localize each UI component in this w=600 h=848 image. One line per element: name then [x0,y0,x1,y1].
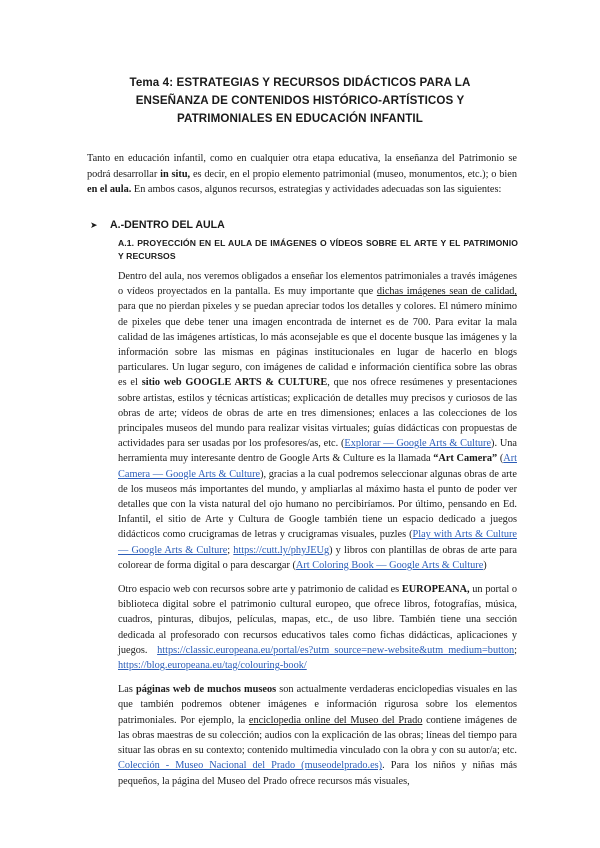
bullet-arrow-icon: ➤ [90,220,98,230]
bold-art-camera: “Art Camera” [433,453,498,465]
paragraph-google-arts: Dentro del aula, nos veremos obligados a enseñar los elementos patrimoniales a través imágenes o vídeos proyectados en la pantalla. Es muy importante que dichas imágenes sean de calidad, para que no pierdan pixeles y se puedan apreciar todos los detalles y colores. El número mínimo de pixeles que debe tener una imagen encontrada de internet es de 700. Para evitar la mala calidad de las imágenes artísticas, lo más aconsejable es que el docente busque las imágenes y la información sobre las mismas en páginas institucionales en lugar de hacerlo en blogs particulares. Un lugar seguro, con imágenes de calidad e información científica sobre las obras es el sitio web GOOGLE ARTS & CULTURE, que nos ofrece resúmenes y presentaciones sobre artistas, estilos y técnicas artísticas; explicación de detalles muy precisos y curiosos de las obras de arte; vídeos de obras de arte en tres dimensiones; enlaces a las colecciones de los principales museos del mundo para realizar visitas virtuales; guías didácticas con propuestas de actividades para ser usadas por los profesores/as, etc. (Explorar — Google Arts & Culture). Una herramienta muy interesante dentro de Google Arts & Culture es la llamada “Art Camera” (Art Camera — Google Arts & Culture), gracias a la cual podremos seleccionar algunas obras de arte de los museos más importantes del mundo, y ampliarlas al máximo hasta el punto de poder ver detalles que con la vista natural del ojo humano no percibiríamos. Por último, pensando en Ed. Infantil, el sitio de Arte y Cultura de Google también tiene un espacio dedicado a juegos didácticos como crucigramas de letras y crucigramas visuales, puzles (Play with Arts & Culture — Google Arts & Culture; https://cutt.ly/phyJEUg) y libros con plantillas de obras de arte para colorear de forma digital o para descargar (Art Coloring Book — Google Arts & Culture) [118,271,517,571]
intro-text: En ambos casos, algunos recursos, estrategias y actividades adecuadas son las siguientes: [131,184,502,195]
title-line-3: PATRIMONIALES EN EDUCACIÓN INFANTIL [177,112,423,125]
document-title [110,74,490,128]
link-europeana-portal[interactable]: https://classic.europeana.eu/portal/es?utm_source=new-website&utm_medium=button [157,644,515,656]
section-heading-text: A.-DENTRO DEL AULA [110,219,225,231]
intro-text: es decir, en el propio elemento patrimonial (museo, monumentos, etc.); o bien [190,168,517,180]
intro-bold-en-el-aula: en el aula. [87,184,132,195]
title-line-1: Tema 4: ESTRATEGIAS Y RECURSOS DIDÁCTICOS PARA LA [129,76,471,89]
link-explorar[interactable]: Explorar — Google Arts & Culture [344,438,492,450]
link-europeana-blog[interactable]: https://blog.europeana.eu/tag/colouring-book/ [118,660,307,672]
title-line-2: ENSEÑANZA DE CONTENIDOS HISTÓRICO-ARTÍSTICOS Y [135,94,465,107]
intro-paragraph [87,151,517,198]
bold-paginas-web-museos: páginas web de muchos museos [136,684,277,696]
section-heading [90,218,510,232]
paragraph-museos: Las páginas web de muchos museos son actualmente verdaderas enciclopedias visuales en las que también podremos obtener imágenes e información rigurosa sobre los elementos patrimoniales. Por ejemplo, la enciclopedia online del Museo del Prado contiene imágenes de las obras maestras de su colección; audios con la explicación de las obras; líneas del tiempo para situar las obras en su contexto; contenido multimedia vinculado con la obra y con su autor/a; etc. Colección - Museo Nacional del Prado (museodelprado.es). Para los niños y niñas más pequeños, la página del Museo del Prado ofrece recursos más visuales, [118,684,517,787]
link-cutt-ly[interactable]: https://cutt.ly/phyJEUg [233,544,330,556]
body-text [118,269,517,789]
intro-text: Tanto en educación infantil, como en cualquier otra etapa educativa, la enseñanza del Patrimonio se podrá desarrollar [87,153,517,180]
link-coleccion-prado[interactable]: Colección - Museo Nacional del Prado (museodelprado.es) [118,760,383,772]
intro-bold-in-situ: in situ, [160,168,191,180]
subsection-heading: A.1. PROYECCIÓN EN EL AULA DE IMÁGENES O VÍDEOS SOBRE EL ARTE Y EL PATRIMONIO Y RECURSOS [118,238,518,261]
link-art-coloring-book[interactable]: Art Coloring Book — Google Arts & Culture [295,559,484,571]
link-play-with-arts[interactable]: Play with Arts & Culture — Google Arts & Culture [118,529,517,556]
bold-europeana: EUROPEANA, [401,584,470,596]
link-art-camera[interactable]: Art Camera — Google Arts & Culture [118,453,517,480]
underlined-text: dichas imágenes sean de calidad, [376,286,517,298]
bold-google-arts-culture: sitio web GOOGLE ARTS & CULTURE [141,377,328,389]
paragraph-europeana: Otro espacio web con recursos sobre arte y patrimonio de calidad es EUROPEANA, un portal o biblioteca digital sobre el patrimonio cultural europeo, que ofrece libros, fotografías, música, cuadros, pinturas, dibujos, películas, mapas, etc., de uso libre. También tiene una sección dedicada al profesorado con recursos educativos tales como fichas didácticas, aplicaciones y juegos. https://classic.europeana.eu/portal/es?utm_source=new-website&utm_medium=button; https://blog.europeana.eu/tag/colouring-book/ [118,584,517,672]
underlined-text: enciclopedia online del Museo del Prado [248,714,423,726]
